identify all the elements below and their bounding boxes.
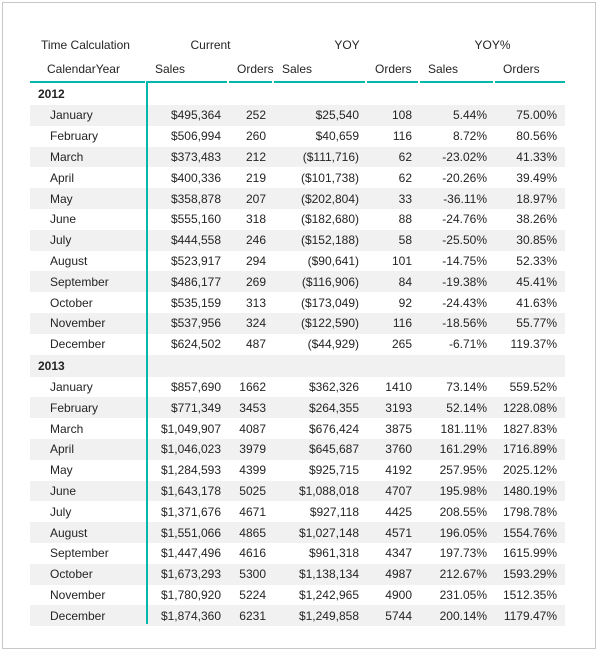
value-cell[interactable]: 4571: [385, 525, 412, 540]
value-cell[interactable]: 62: [398, 170, 412, 185]
table-row[interactable]: [30, 167, 565, 188]
value-cell[interactable]: 119.37%: [510, 337, 557, 352]
header-yoy-pct-orders[interactable]: Orders: [503, 62, 540, 76]
value-cell[interactable]: 200.14%: [439, 608, 487, 623]
column-header-row: [30, 57, 565, 81]
value-cell[interactable]: 3760: [385, 442, 412, 457]
value-cell[interactable]: ($182,680): [300, 212, 359, 227]
year-row[interactable]: [30, 83, 565, 105]
value-cell[interactable]: $400,336: [170, 170, 221, 185]
value-cell[interactable]: 84: [398, 274, 412, 289]
value-cell[interactable]: 1179.47%: [503, 608, 557, 623]
value-cell[interactable]: $264,355: [308, 400, 359, 415]
value-cell[interactable]: ($111,716): [302, 149, 359, 164]
column-group-yoy-pct[interactable]: YOY%: [474, 37, 511, 52]
table-row[interactable]: [30, 418, 565, 439]
value-cell[interactable]: 3979: [239, 442, 266, 457]
value-cell[interactable]: 1480.19%: [502, 483, 557, 498]
table-row[interactable]: [30, 271, 565, 292]
value-cell[interactable]: $555,160: [170, 212, 221, 227]
value-cell[interactable]: 4399: [239, 463, 266, 478]
month-cell[interactable]: June: [50, 212, 77, 227]
value-cell[interactable]: -14.75%: [442, 253, 487, 268]
value-cell[interactable]: 62: [398, 149, 412, 164]
value-cell[interactable]: $1,249,858: [298, 608, 359, 623]
year-label: 2012: [38, 87, 65, 101]
month-cell[interactable]: September: [50, 274, 109, 289]
value-cell[interactable]: ($202,804): [300, 191, 359, 206]
value-cell[interactable]: 55.77%: [516, 316, 557, 331]
table-row[interactable]: [30, 522, 565, 543]
value-cell[interactable]: 4087: [239, 421, 266, 436]
value-cell[interactable]: $645,687: [308, 442, 359, 457]
month-cell[interactable]: October: [50, 295, 93, 310]
value-cell[interactable]: 4192: [385, 463, 412, 478]
value-cell[interactable]: $925,715: [308, 463, 359, 478]
table-row[interactable]: [30, 460, 565, 481]
value-cell[interactable]: $1,643,178: [160, 483, 221, 498]
column-group-current[interactable]: Current: [190, 37, 231, 52]
month-cell[interactable]: April: [50, 170, 75, 185]
value-cell[interactable]: $506,994: [170, 129, 221, 144]
value-cell[interactable]: 269: [245, 274, 266, 289]
table-row[interactable]: [30, 209, 565, 230]
value-cell[interactable]: 108: [391, 108, 412, 123]
value-cell[interactable]: 101: [391, 253, 412, 268]
month-cell[interactable]: January: [50, 108, 93, 123]
table-row[interactable]: [30, 188, 565, 209]
value-cell[interactable]: 1615.99%: [502, 546, 557, 561]
value-cell[interactable]: 324: [245, 316, 266, 331]
value-cell[interactable]: 207: [245, 191, 266, 206]
value-cell[interactable]: -24.76%: [442, 212, 487, 227]
value-cell[interactable]: 73.14%: [446, 379, 487, 394]
value-cell[interactable]: $1,242,965: [298, 587, 359, 602]
value-cell[interactable]: 197.73%: [439, 546, 487, 561]
value-cell[interactable]: 212: [245, 149, 266, 164]
value-cell[interactable]: 39.49%: [516, 170, 557, 185]
value-cell[interactable]: 58: [398, 233, 412, 248]
value-cell[interactable]: 4425: [385, 504, 412, 519]
month-cell[interactable]: December: [50, 337, 106, 352]
value-cell[interactable]: 4347: [385, 546, 412, 561]
value-cell[interactable]: $1,088,018: [298, 483, 359, 498]
value-cell[interactable]: $676,424: [308, 421, 359, 436]
month-cell[interactable]: September: [50, 546, 109, 561]
value-cell[interactable]: $40,659: [315, 129, 359, 144]
value-cell[interactable]: 6231: [239, 608, 266, 623]
month-cell[interactable]: May: [50, 191, 73, 206]
value-cell[interactable]: 1716.89%: [502, 442, 557, 457]
month-cell[interactable]: March: [50, 149, 84, 164]
value-cell[interactable]: $927,118: [309, 504, 359, 519]
underline-segment: [367, 81, 418, 83]
value-cell[interactable]: 1827.83%: [502, 421, 557, 436]
header-yoy-pct-sales[interactable]: Sales: [428, 62, 459, 76]
month-cell[interactable]: November: [50, 316, 106, 331]
value-cell[interactable]: $495,364: [170, 108, 221, 123]
table-row[interactable]: [30, 292, 565, 313]
underline-segment: [274, 81, 365, 83]
month-cell[interactable]: March: [50, 421, 84, 436]
value-cell[interactable]: 92: [398, 295, 412, 310]
table-row[interactable]: [30, 377, 565, 398]
value-cell[interactable]: $537,956: [170, 316, 221, 331]
value-cell[interactable]: $1,138,134: [298, 567, 359, 582]
value-cell[interactable]: ($173,049): [300, 295, 359, 310]
value-cell[interactable]: $1,046,023: [160, 442, 221, 457]
month-cell[interactable]: February: [50, 129, 99, 144]
value-cell[interactable]: $25,540: [315, 108, 359, 123]
value-cell[interactable]: ($152,188): [300, 233, 359, 248]
value-cell[interactable]: $362,326: [308, 379, 359, 394]
value-cell[interactable]: 33: [398, 191, 412, 206]
value-cell[interactable]: 30.85%: [516, 233, 557, 248]
value-cell[interactable]: 260: [245, 129, 266, 144]
corner-title: Time Calculation: [41, 37, 130, 52]
underline-segment: [147, 81, 227, 83]
header-underline: [30, 81, 565, 83]
value-cell[interactable]: 4671: [239, 504, 266, 519]
table-row[interactable]: [30, 397, 565, 418]
value-cell[interactable]: -24.43%: [442, 295, 487, 310]
value-cell[interactable]: $358,878: [170, 191, 221, 206]
matrix-table: [30, 32, 565, 626]
value-cell[interactable]: 116: [392, 129, 412, 144]
value-cell[interactable]: ($122,590): [300, 316, 359, 331]
value-cell[interactable]: $444,558: [170, 233, 221, 248]
value-cell[interactable]: 3875: [385, 421, 412, 436]
value-cell[interactable]: -23.02%: [442, 149, 487, 164]
table-body: [30, 83, 565, 626]
value-cell[interactable]: 80.56%: [516, 129, 557, 144]
value-cell[interactable]: 246: [245, 233, 266, 248]
value-cell[interactable]: ($44,929): [307, 337, 359, 352]
value-cell[interactable]: 313: [245, 295, 266, 310]
value-cell[interactable]: 52.14%: [446, 400, 487, 415]
value-cell[interactable]: $1,027,148: [298, 525, 359, 540]
month-cell[interactable]: August: [50, 253, 88, 268]
row-header-divider: [146, 81, 148, 624]
value-cell[interactable]: 38.26%: [516, 212, 557, 227]
table-row[interactable]: [30, 105, 565, 126]
underline-segment: [420, 81, 493, 83]
value-cell[interactable]: $624,502: [170, 337, 221, 352]
value-cell[interactable]: 4616: [239, 546, 266, 561]
table-row[interactable]: [30, 313, 565, 334]
underline-segment: [495, 81, 565, 83]
value-cell[interactable]: 18.97%: [516, 191, 557, 206]
month-cell[interactable]: June: [50, 483, 77, 498]
value-cell[interactable]: $1,447,496: [160, 546, 221, 561]
value-cell[interactable]: 116: [392, 316, 412, 331]
value-cell[interactable]: 318: [245, 212, 266, 227]
column-group-header-row: [30, 32, 565, 57]
month-cell[interactable]: August: [50, 525, 88, 540]
value-cell[interactable]: $486,177: [170, 274, 221, 289]
table-row[interactable]: [30, 564, 565, 585]
corner-subtitle: CalendarYear: [47, 62, 120, 76]
value-cell[interactable]: -19.38%: [442, 274, 487, 289]
value-cell[interactable]: 5025: [239, 483, 266, 498]
value-cell[interactable]: $771,349: [170, 400, 221, 415]
value-cell[interactable]: 1554.76%: [502, 525, 557, 540]
value-cell[interactable]: 88: [398, 212, 412, 227]
month-cell[interactable]: May: [50, 463, 73, 478]
value-cell[interactable]: -36.11%: [443, 191, 487, 206]
value-cell[interactable]: 208.55%: [439, 504, 487, 519]
value-cell[interactable]: ($90,641): [307, 253, 359, 268]
table-row[interactable]: [30, 481, 565, 502]
value-cell[interactable]: 8.72%: [452, 129, 487, 144]
value-cell[interactable]: 5.44%: [452, 108, 487, 123]
value-cell[interactable]: 4707: [385, 483, 412, 498]
value-cell[interactable]: 1798.78%: [502, 504, 557, 519]
header-yoy-sales[interactable]: Sales: [282, 62, 313, 76]
value-cell[interactable]: $523,917: [170, 253, 221, 268]
value-cell[interactable]: 559.52%: [509, 379, 557, 394]
value-cell[interactable]: 41.33%: [516, 149, 557, 164]
month-cell[interactable]: December: [50, 608, 106, 623]
month-cell[interactable]: February: [50, 400, 99, 415]
value-cell[interactable]: -20.26%: [442, 170, 487, 185]
month-cell[interactable]: July: [50, 233, 72, 248]
value-cell[interactable]: $535,159: [170, 295, 221, 310]
month-cell[interactable]: January: [50, 379, 93, 394]
value-cell[interactable]: 231.05%: [439, 587, 487, 602]
month-cell[interactable]: July: [50, 504, 72, 519]
value-cell[interactable]: -6.71%: [448, 337, 487, 352]
value-cell[interactable]: 161.29%: [439, 442, 487, 457]
underline-segment: [229, 81, 272, 83]
value-cell[interactable]: 1593.29%: [502, 567, 557, 582]
value-cell[interactable]: $1,551,066: [160, 525, 221, 540]
value-cell[interactable]: 4900: [385, 587, 412, 602]
table-row[interactable]: [30, 334, 565, 355]
value-cell[interactable]: 265: [391, 337, 412, 352]
value-cell[interactable]: 1662: [239, 379, 266, 394]
value-cell[interactable]: $1,673,293: [160, 567, 221, 582]
value-cell[interactable]: 5300: [239, 567, 266, 582]
value-cell[interactable]: 1410: [385, 379, 412, 394]
value-cell[interactable]: $857,690: [170, 379, 221, 394]
year-row[interactable]: [30, 355, 565, 377]
value-cell[interactable]: $1,780,920: [160, 587, 221, 602]
underline-segment: [30, 81, 145, 83]
value-cell[interactable]: 5224: [239, 587, 266, 602]
month-cell[interactable]: April: [50, 442, 75, 457]
table-row[interactable]: [30, 230, 565, 251]
table-row[interactable]: [30, 543, 565, 564]
value-cell[interactable]: $373,483: [170, 149, 221, 164]
value-cell[interactable]: 195.98%: [439, 483, 487, 498]
value-cell[interactable]: 45.41%: [516, 274, 557, 289]
column-group-yoy[interactable]: YOY: [334, 37, 360, 52]
value-cell[interactable]: $1,874,360: [160, 608, 221, 623]
value-cell[interactable]: 41.63%: [516, 295, 557, 310]
value-cell[interactable]: 3193: [385, 400, 412, 415]
table-row[interactable]: [30, 605, 565, 626]
header-yoy-orders[interactable]: Orders: [375, 62, 412, 76]
value-cell[interactable]: ($101,738): [300, 170, 359, 185]
value-cell[interactable]: 3453: [239, 400, 266, 415]
table-row[interactable]: [30, 439, 565, 460]
value-cell[interactable]: 1512.35%: [502, 587, 557, 602]
year-label: 2013: [38, 358, 65, 373]
value-cell[interactable]: 487: [245, 337, 266, 352]
value-cell[interactable]: -18.56%: [442, 316, 487, 331]
table-row[interactable]: [30, 147, 565, 168]
value-cell[interactable]: 257.95%: [439, 463, 487, 478]
value-cell[interactable]: 212.67%: [439, 567, 487, 582]
value-cell[interactable]: 75.00%: [516, 108, 557, 123]
table-row[interactable]: [30, 126, 565, 147]
value-cell[interactable]: $1,284,593: [160, 463, 221, 478]
value-cell[interactable]: $961,318: [308, 546, 359, 561]
table-row[interactable]: [30, 585, 565, 606]
value-cell[interactable]: 52.33%: [516, 253, 557, 268]
month-cell[interactable]: November: [50, 587, 106, 602]
table-row[interactable]: [30, 251, 565, 272]
month-cell[interactable]: October: [50, 567, 93, 582]
value-cell[interactable]: 181.11%: [440, 421, 487, 436]
value-cell[interactable]: 219: [245, 170, 266, 185]
header-current-orders[interactable]: Orders: [237, 62, 274, 76]
value-cell[interactable]: 1228.08%: [502, 400, 557, 415]
value-cell[interactable]: 196.05%: [439, 525, 487, 540]
table-row[interactable]: [30, 501, 565, 522]
value-cell[interactable]: -25.50%: [442, 233, 487, 248]
value-cell[interactable]: 4865: [239, 525, 266, 540]
value-cell[interactable]: ($116,906): [301, 274, 359, 289]
value-cell[interactable]: 294: [245, 253, 266, 268]
value-cell[interactable]: 5744: [385, 608, 412, 623]
header-current-sales[interactable]: Sales: [155, 62, 186, 76]
value-cell[interactable]: 2025.12%: [502, 463, 557, 478]
value-cell[interactable]: 252: [245, 108, 266, 123]
value-cell[interactable]: $1,371,676: [160, 504, 221, 519]
value-cell[interactable]: $1,049,907: [160, 421, 221, 436]
value-cell[interactable]: 4987: [385, 567, 412, 582]
